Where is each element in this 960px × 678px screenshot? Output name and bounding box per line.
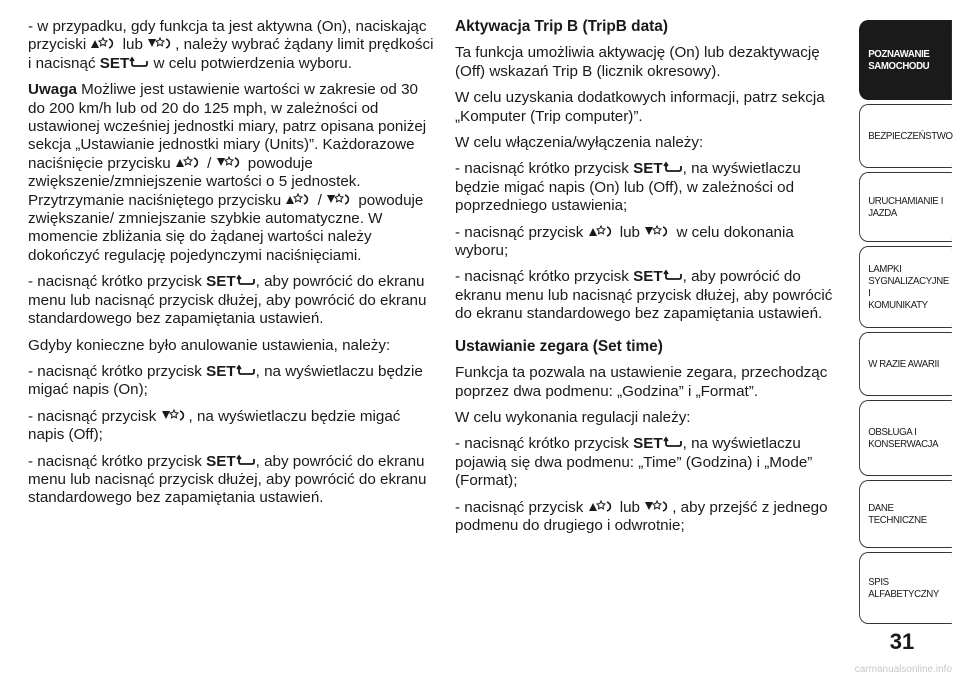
paragraph: W celu wykonania regulacji należy: [455,408,691,426]
paragraph: - nacisnąć krótko przycisk SET , na wyświetlaczu pojawią się dwa podmenu: „Time” (Godzina) i „Mode” (Format); [455,435,813,490]
tab-poznawanie-samochodu[interactable]: POZNAWANIE SAMOCHODU [859,20,952,100]
paragraph: - nacisnąć krótko przycisk SET , aby powrócić do ekranu menu lub nacisnąć przycisk dłużej, aby powrócić do ekranu standardowego bez zapamiętania ustawień. [28,273,427,328]
button-up-icon [90,36,118,50]
button-up-icon [588,224,616,238]
paragraph: - nacisnąć przycisk lub w celu dokonania wyboru; [455,223,794,260]
button-up-icon [285,192,313,206]
paragraph: - nacisnąć krótko przycisk SET , aby powrócić do ekranu menu lub nacisnąć przycisk dłużej, aby powrócić do ekranu standardowego bez zapamiętania ustawień. [28,452,427,507]
watermark: carmanualsonline.info [854,664,952,675]
set-button-icon [129,55,149,69]
button-down-icon [147,36,175,50]
paragraph: - nacisnąć krótko przycisk SET , na wyświetlaczu będzie migać napis (On); [28,362,423,399]
paragraph: W celu włączenia/wyłączenia należy: [455,134,704,152]
paragraph: Gdyby konieczne było anulowanie ustawienia, należy: [28,336,391,354]
button-down-icon [326,192,354,206]
paragraph: Ta funkcja umożliwia aktywację (On) lub dezaktywację (Off) wskazań Trip B (licznik okresowy). [455,44,820,80]
set-button-icon [236,453,256,467]
button-down-icon [644,224,672,238]
set-button-icon [236,363,256,377]
set-button-icon [236,273,256,287]
paragraph: - nacisnąć krótko przycisk SET , na wyświetlaczu będzie migać napis (On) lub (Off), w zależności od poprzedniego ustawienia; [455,160,801,215]
button-down-icon [644,499,672,513]
button-down-icon [161,408,189,422]
paragraph: - w przypadku, gdy funkcja ta jest aktywna (On), naciskając przyciski lub , należy wybrać żądany limit prędkości i nacisnąć SET w celu potwierdzenia wyboru. [28,18,434,72]
button-up-icon [175,155,203,169]
set-button-icon [663,268,683,282]
tab-bezpieczenstwo[interactable]: BEZPIECZEŃSTWO [859,104,952,168]
section-heading: Ustawianie zegara (Set time) [455,337,663,355]
paragraph: - nacisnąć krótko przycisk SET , aby powrócić do ekranu menu lub nacisnąć przycisk dłużej, aby powrócić do ekranu standardowego bez zapamiętania ustawień. [455,268,833,323]
paragraph: - nacisnąć przycisk , na wyświetlaczu będzie migać napis (Off); [28,407,401,444]
section-heading: Aktywacja Trip B (TripB data) [455,18,668,35]
paragraph: W celu uzyskania dodatkowych informacji, patrz sekcja „Komputer (Trip computer)”. [455,89,825,125]
button-down-icon [216,155,244,169]
tab-lampki-sygnalizacyjne[interactable]: LAMPKI SYGNALIZACYJNE I KOMUNIKATY [859,246,952,328]
set-button-icon [663,435,683,449]
tab-w-razie-awarii[interactable]: W RAZIE AWARII [859,332,952,396]
paragraph: - nacisnąć przycisk lub , aby przejść z jednego podmenu do drugiego i odwrotnie; [455,498,828,534]
tab-spis-alfabetyczny[interactable]: SPIS ALFABETYCZNY [859,552,952,624]
page-number: 31 [889,629,915,654]
tab-obsluga-i-konserwacja[interactable]: OBSŁUGA I KONSERWACJA [859,400,952,476]
left-column [28,18,438,516]
tab-uruchamianie-i-jazda[interactable]: URUCHAMIANIE I JAZDA [859,172,952,242]
set-button-icon [663,160,683,174]
button-up-icon [588,499,616,513]
tab-dane-techniczne[interactable]: DANE TECHNICZNE [859,480,952,548]
note-paragraph: Uwaga Możliwe jest ustawienie wartości w zakresie od 30 do 200 km/h lub od 20 do 125 mph, w zależności od ustawionej wcześniej jednostki miary, patrz opisana poniżej sekcja „Ustawianie jednostki miary (Units)”. Każdorazowe naciśnięcie przycisku / powoduje zwiększenie/zmniejszenie wartości o 5 jednostek. Przytrzymanie naciśniętego przycisku / powoduje zwiększanie/ zmniejszanie szybkie automatyczne. W momencie zbliżania się do żądanej wartości należy dokończyć regulację pojedynczymi naciśnięciami. [28,81,427,264]
paragraph: Funkcja ta pozwala na ustawienie zegara, przechodząc poprzez dwa podmenu: „Godzina” i „Format”. [455,364,828,400]
right-column [455,18,845,543]
